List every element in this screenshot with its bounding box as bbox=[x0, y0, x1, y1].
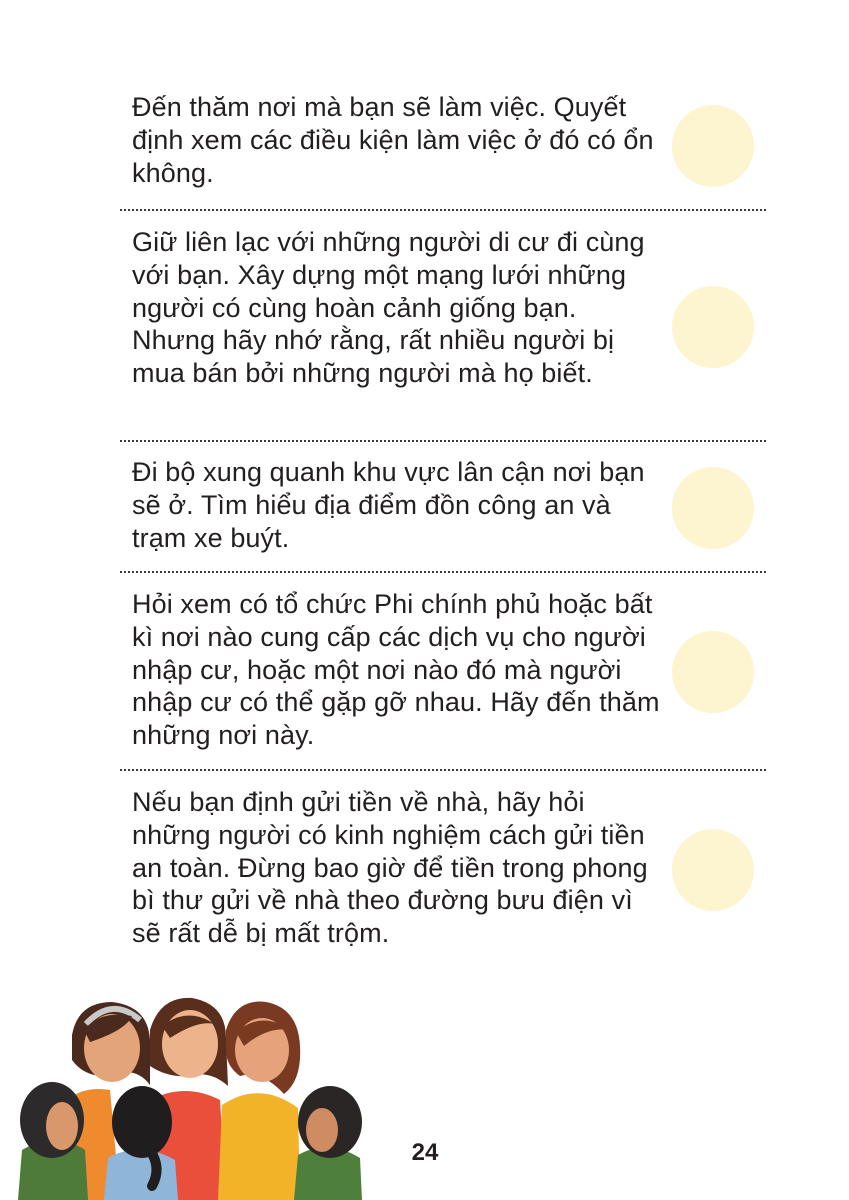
checklist-item-text: Giữ liên lạc với những người di cư đi cùng với bạn. Xây dựng một mạng lưới những người có cùng hoàn cảnh giống bạn. Nhưng hãy nhớ rằng, rất nhiều người bị mua bán bởi những người mà họ biết. bbox=[132, 227, 645, 389]
divider bbox=[120, 440, 766, 442]
checkbox-circle-icon[interactable] bbox=[672, 105, 754, 187]
group-of-women-illustration bbox=[0, 990, 380, 1200]
checklist-item-5 bbox=[132, 786, 662, 950]
checklist-item-1 bbox=[132, 91, 662, 189]
checkbox-circle-icon[interactable] bbox=[672, 467, 754, 549]
divider bbox=[120, 769, 766, 771]
checklist-item-3 bbox=[132, 456, 662, 554]
checklist-item-text: Đến thăm nơi mà bạn sẽ làm việc. Quyết định xem các điều kiện làm việc ở đó có ổn không. bbox=[132, 92, 654, 188]
checklist-item-text: Đi bộ xung quanh khu vực lân cận nơi bạn sẽ ở. Tìm hiểu địa điểm đồn công an và trạm xe buýt. bbox=[132, 457, 645, 553]
checklist-item-text: Nếu bạn định gửi tiền về nhà, hãy hỏi những người có kinh nghiệm cách gửi tiền an toàn. Đừng bao giờ để tiền trong phong bì thư gửi về nhà theo đường bưu điện vì sẽ rất dễ bị mất trộm. bbox=[132, 787, 648, 949]
page-number: 24 bbox=[411, 1139, 439, 1166]
checkbox-circle-icon[interactable] bbox=[672, 286, 754, 368]
checklist-item-2 bbox=[132, 226, 662, 390]
divider bbox=[120, 209, 766, 211]
checkbox-circle-icon[interactable] bbox=[672, 829, 754, 911]
divider bbox=[120, 571, 766, 573]
checkbox-circle-icon[interactable] bbox=[672, 631, 754, 713]
checklist-item-4 bbox=[132, 588, 662, 752]
checklist-item-text: Hỏi xem có tổ chức Phi chính phủ hoặc bất kì nơi nào cung cấp các dịch vụ cho người nhập cư, hoặc một nơi nào đó mà người nhập cư có thể gặp gỡ nhau. Hãy đến thăm những nơi này. bbox=[132, 589, 660, 751]
